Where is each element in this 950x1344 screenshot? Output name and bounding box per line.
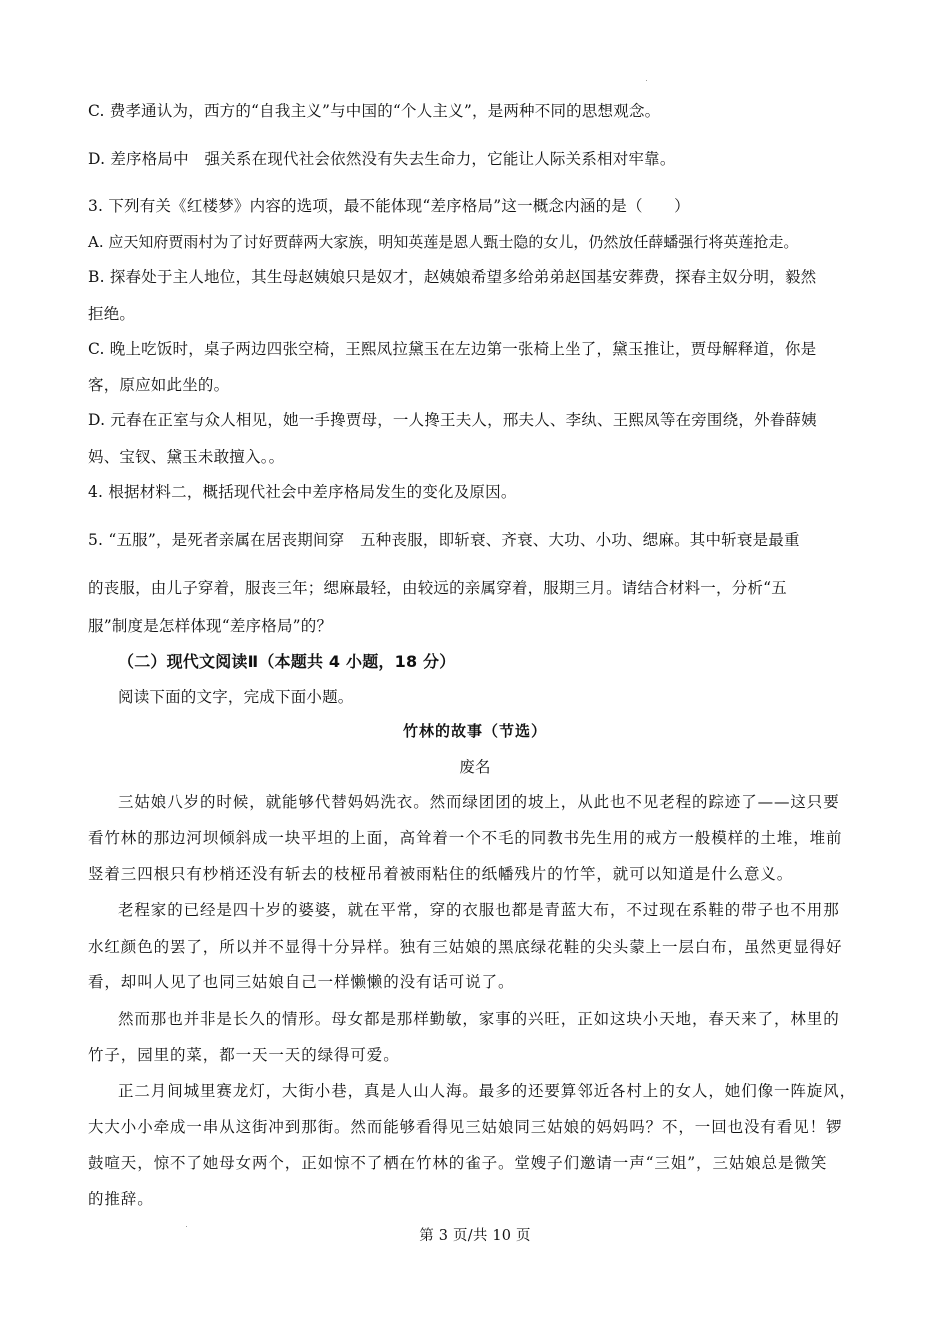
q5-stem-cont: 的丧服，由儿子穿着，服丧三年；缌麻最轻，由较远的亲属穿着，服期三月。请结合材料一，分析“五 — [88, 579, 787, 597]
story-paragraph-4-cont: 大大小小牵成一串从这街冲到那街。然而能够看得见三姑娘同三姑娘的妈妈吗？不，一回也没有看见！锣 — [88, 1118, 843, 1136]
story-paragraph-1-cont: 竖着三四根只有杪梢还没有斩去的枝桠吊着被雨粘住的纸幡残片的竹竿，就可以知道是什么意义。 — [88, 865, 794, 883]
q3-option-b: B. 探春处于主人地位，其生母赵姨娘只是奴才，赵姨娘希望多给弟弟赵国基安葬费，探春主奴分明，毅然 — [88, 268, 817, 286]
story-paragraph-4-cont: 的推辞。 — [88, 1190, 154, 1208]
q3-option-d-cont: 妈、宝钗、黛玉未敢擅入。。 — [88, 448, 285, 466]
q2-option-c: C. 费孝通认为，西方的“自我主义”与中国的“个人主义”，是两种不同的思想观念。 — [88, 102, 661, 120]
story-author: 废名 — [459, 758, 491, 776]
q3-option-c: C. 晚上吃饭时，桌子两边四张空椅，王熙凤拉黛玉在左边第一张椅上坐了，黛玉推让，贾母解释道，你是 — [88, 340, 817, 358]
q3-option-a: A. 应天知府贾雨村为了讨好贾薛两大家族，明知英莲是恩人甄士隐的女儿，仍然放任薛蟠强行将英莲抢走。 — [88, 233, 799, 251]
q3-option-c-cont: 客，原应如此坐的。 — [88, 376, 230, 394]
q3-stem: 3. 下列有关《红楼梦》内容的选项，最不能体现“差序格局”这一概念内涵的是（ ） — [88, 197, 690, 215]
page-footer: 第 3 页/共 10 页 — [419, 1228, 531, 1244]
section-heading: （二）现代文阅读Ⅱ（本题共 4 小题，18 分） — [118, 652, 456, 671]
story-paragraph-4: 正二月间城里赛龙灯，大街小巷，真是人山人海。最多的还要算邻近各村上的女人，她们像一阵旋风， — [118, 1082, 857, 1100]
story-paragraph-2-cont: 看，却叫人见了也同三姑娘自己一样懒懒的没有话可说了。 — [88, 973, 515, 991]
story-paragraph-3-cont: 竹子，园里的菜，都一天一天的绿得可爱。 — [88, 1046, 400, 1064]
story-title: 竹林的故事（节选） — [402, 722, 547, 740]
section-instruction: 阅读下面的文字，完成下面小题。 — [118, 688, 354, 706]
q5-stem: 5. “五服”，是死者亲属在居丧期间穿 五种丧服，即斩衰、齐衰、大功、小功、缌麻。其中斩衰是最重 — [88, 531, 800, 549]
q3-option-b-cont: 拒绝。 — [88, 305, 136, 323]
story-paragraph-4-cont: 鼓喧天，惊不了她母女两个，正如惊不了栖在竹林的雀子。堂嫂子们邀请一声“三姐”，三姑娘总是微笑 — [88, 1154, 828, 1172]
scan-dot — [646, 80, 647, 81]
story-paragraph-2-cont: 水红颜色的罢了，所以并不显得十分异样。独有三姑娘的黑底绿花鞋的尖头蒙上一层白布，虽然更显得好 — [88, 938, 843, 956]
story-paragraph-2: 老程家的已经是四十岁的婆婆，就在平常，穿的衣服也都是青蓝大布，不过现在系鞋的带子也不用那 — [118, 901, 840, 919]
story-paragraph-3: 然而那也并非是长久的情形。母女都是那样勤敏，家事的兴旺，正如这块小天地，春天来了，林里的 — [118, 1010, 840, 1028]
q4-stem: 4. 根据材料二，概括现代社会中差序格局发生的变化及原因。 — [88, 483, 517, 501]
story-paragraph-1: 三姑娘八岁的时候，就能够代替妈妈洗衣。然而绿团团的坡上，从此也不见老程的踪迹了——这只要 — [118, 793, 840, 811]
q3-option-d: D. 元春在正室与众人相见，她一手搀贾母，一人搀王夫人，邢夫人、李纨、王熙凤等在旁围绕，外眷薛姨 — [88, 411, 817, 429]
story-paragraph-1-cont: 看竹林的那边河坝倾斜成一块平坦的上面，高耸着一个不毛的同教书先生用的戒方一般模样的土堆，堆前 — [88, 829, 843, 847]
q5-stem-cont: 服”制度是怎样体现“差序格局”的？ — [88, 617, 333, 635]
q2-option-d: D. 差序格局中 强关系在现代社会依然没有失去生命力，它能让人际关系相对牢靠。 — [88, 150, 676, 168]
